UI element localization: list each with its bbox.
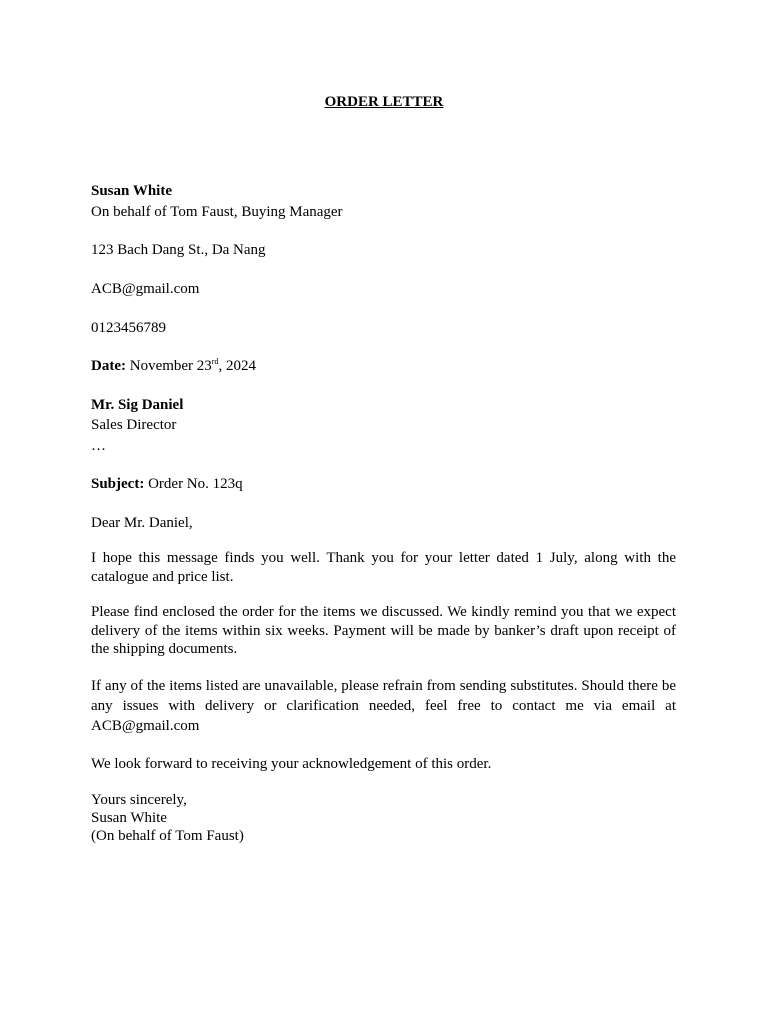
body-paragraph-4: We look forward to receiving your acknowledgement of this order. — [91, 756, 492, 772]
sender-on-behalf: On behalf of Tom Faust, Buying Manager — [91, 204, 343, 220]
sender-email: ACB@gmail.com — [91, 281, 200, 297]
closing-name: Susan White — [91, 810, 167, 826]
subject-line — [91, 475, 243, 493]
recipient-position: Sales Director — [91, 417, 177, 433]
date-year: , 2024 — [218, 358, 256, 374]
recipient-ellipsis: … — [91, 438, 106, 454]
closing-on-behalf: (On behalf of Tom Faust) — [91, 828, 244, 844]
body-paragraph-3: If any of the items listed are unavailable, please refrain from sending substitutes. Should there be any issues with delivery or clarification needed, feel free to contact me via email at ACB@gmail.com — [91, 678, 676, 734]
recipient-name: Mr. Sig Daniel — [91, 397, 184, 413]
subject-value: Order No. 123q — [148, 476, 243, 492]
valediction: Yours sincerely, — [91, 792, 187, 808]
sender-phone: 0123456789 — [91, 320, 166, 336]
date-line — [91, 357, 256, 375]
body-paragraph-2: Please find enclosed the order for the items we discussed. We kindly remind you that we expect delivery of the items within six weeks. Payment will be made by banker’s draft upon receipt of the shipping documents. — [91, 604, 676, 657]
date-month-day: November 23 — [129, 358, 212, 374]
salutation: Dear Mr. Daniel, — [91, 515, 193, 531]
sender-name: Susan White — [91, 183, 173, 199]
date-suffix: rd — [211, 357, 219, 366]
sender-address: 123 Bach Dang St., Da Nang — [91, 242, 266, 258]
subject-label: Subject: — [91, 476, 145, 492]
document-title: ORDER LETTER — [324, 94, 444, 110]
body-paragraph-1: I hope this message finds you well. Thank you for your letter dated 1 July, along with the catalogue and price list. — [91, 550, 676, 585]
date-label: Date: — [91, 358, 126, 374]
